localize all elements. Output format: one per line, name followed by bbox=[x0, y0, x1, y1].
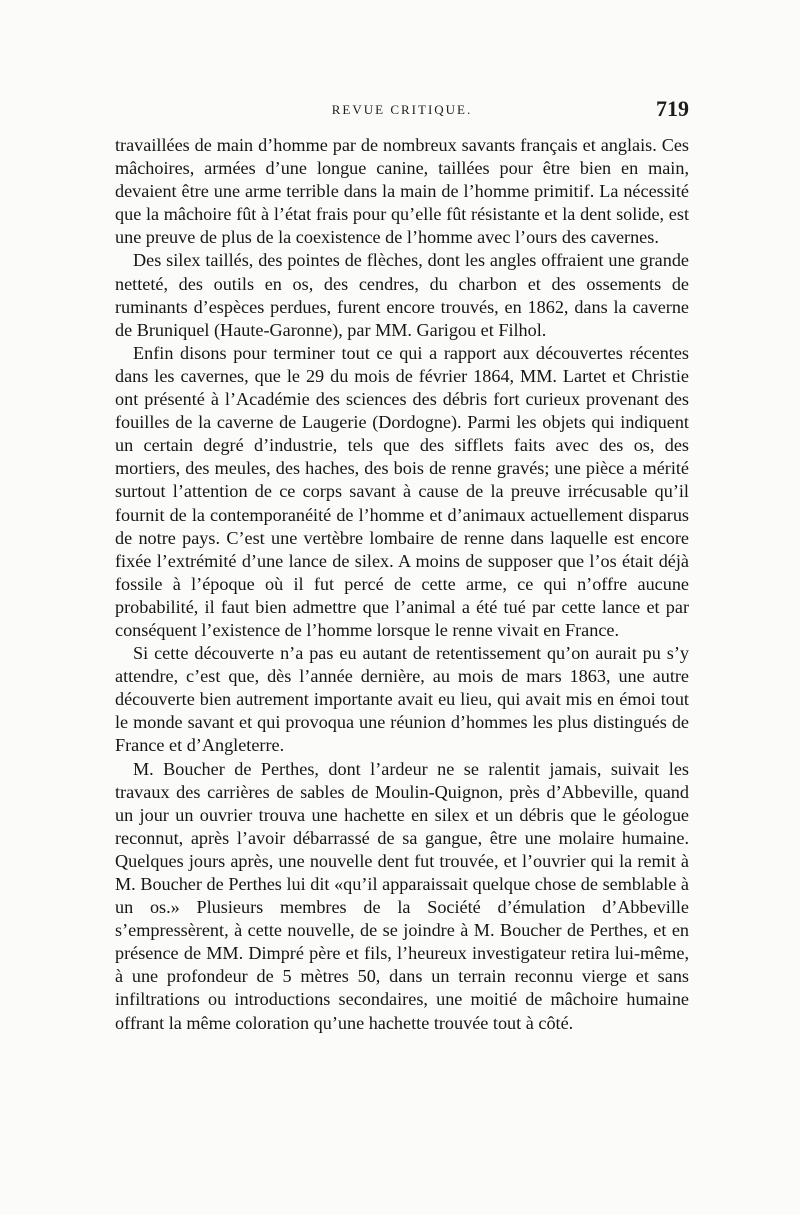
paragraph: Si cette découverte n’a pas eu autant de retentissement qu’on aurait pu s’y attendre, c’est que, dès l’année dernière, au mois de mars 1863, une autre découverte bien autrement importante avait eu lieu, qui avait mis en émoi tout le monde savant et qui provoqua une réunion d’hommes les plus distingués de France et d’Angleterre. bbox=[115, 643, 689, 756]
paragraph: M. Boucher de Perthes, dont l’ardeur ne se ralentit jamais, suivait les travaux des carrières de sables de Moulin-Quignon, près d’Abbeville, quand un jour un ouvrier trouva une hachette en silex et un débris que le géologue reconnut, après l’avoir débarrassé de sa gangue, être une molaire humaine. Quelques jours après, une nouvelle dent fut trouvée, et l’ouvrier qui la remit à M. Boucher de Perthes lui dit «qu’il apparaissait quelque chose de semblable à un os.» Plusieurs membres de la Société d’émulation d’Abbeville s’empressèrent, à cette nouvelle, de se joindre à M. Boucher de Perthes, et en présence de MM. Dimpré père et fils, l’heureux investigateur retira lui-même, à une profondeur de 5 mètres 50, dans un terrain reconnu vierge et sans infiltrations ou introductions secondaires, une moitié de mâchoire humaine offrant la même coloration qu’une hachette trouvée tout à côté. bbox=[115, 758, 689, 1033]
paragraph: Des silex taillés, des pointes de flèches, dont les angles offraient une grande netteté, des outils en os, des cendres, du charbon et des ossements de ruminants d’espèces perdues, furent encore trouvés, en 1862, dans la caverne de Bruniquel (Haute-Garonne), par MM. Garigou et Filhol. bbox=[115, 250, 689, 340]
running-head: REVUE CRITIQUE. bbox=[331, 102, 473, 117]
paragraph: Enfin disons pour terminer tout ce qui a rapport aux découvertes récentes dans les cavernes, que le 29 du mois de février 1864, MM. Lartet et Christie ont présenté à l’Académie des sciences des débris fort curieux provenant des fouilles de la caverne de Laugerie (Dordogne). Parmi les objets qui indiquent un certain degré d’industrie, tels que des sifflets faits avec des os, des mortiers, des meules, des haches, des bois de renne gravés; une pièce a mérité surtout l’attention de ce corps savant à cause de la preuve irrécusable qu’il fournit de la contemporanéité de l’homme et d’animaux actuellement disparus de notre pays. C’est une vertèbre lombaire de renne dans laquelle est encore fixée l’extrémité d’une lance de silex. A moins de supposer que l’os était déjà fossile à l’époque où il fut percé de cette arme, ce qui n’offre aucune probabilité, il faut bien admettre que l’animal a été tué par cette lance et par conséquent l’existence de l’homme lorsque le renne vivait en France. bbox=[115, 342, 689, 640]
page-number: 719 bbox=[656, 96, 689, 121]
body-text bbox=[115, 134, 689, 1035]
page-header bbox=[115, 96, 689, 126]
paragraph: travaillées de main d’homme par de nombreux savants français et anglais. Ces mâchoires, armées d’une longue canine, taillées pour être bien en main, devaient être une arme terrible dans la main de l’homme primitif. La nécessité que la mâchoire fût à l’état frais pour qu’elle fût résistante et la dent solide, est une preuve de plus de la coexistence de l’homme avec l’ours des cavernes. bbox=[115, 135, 689, 248]
